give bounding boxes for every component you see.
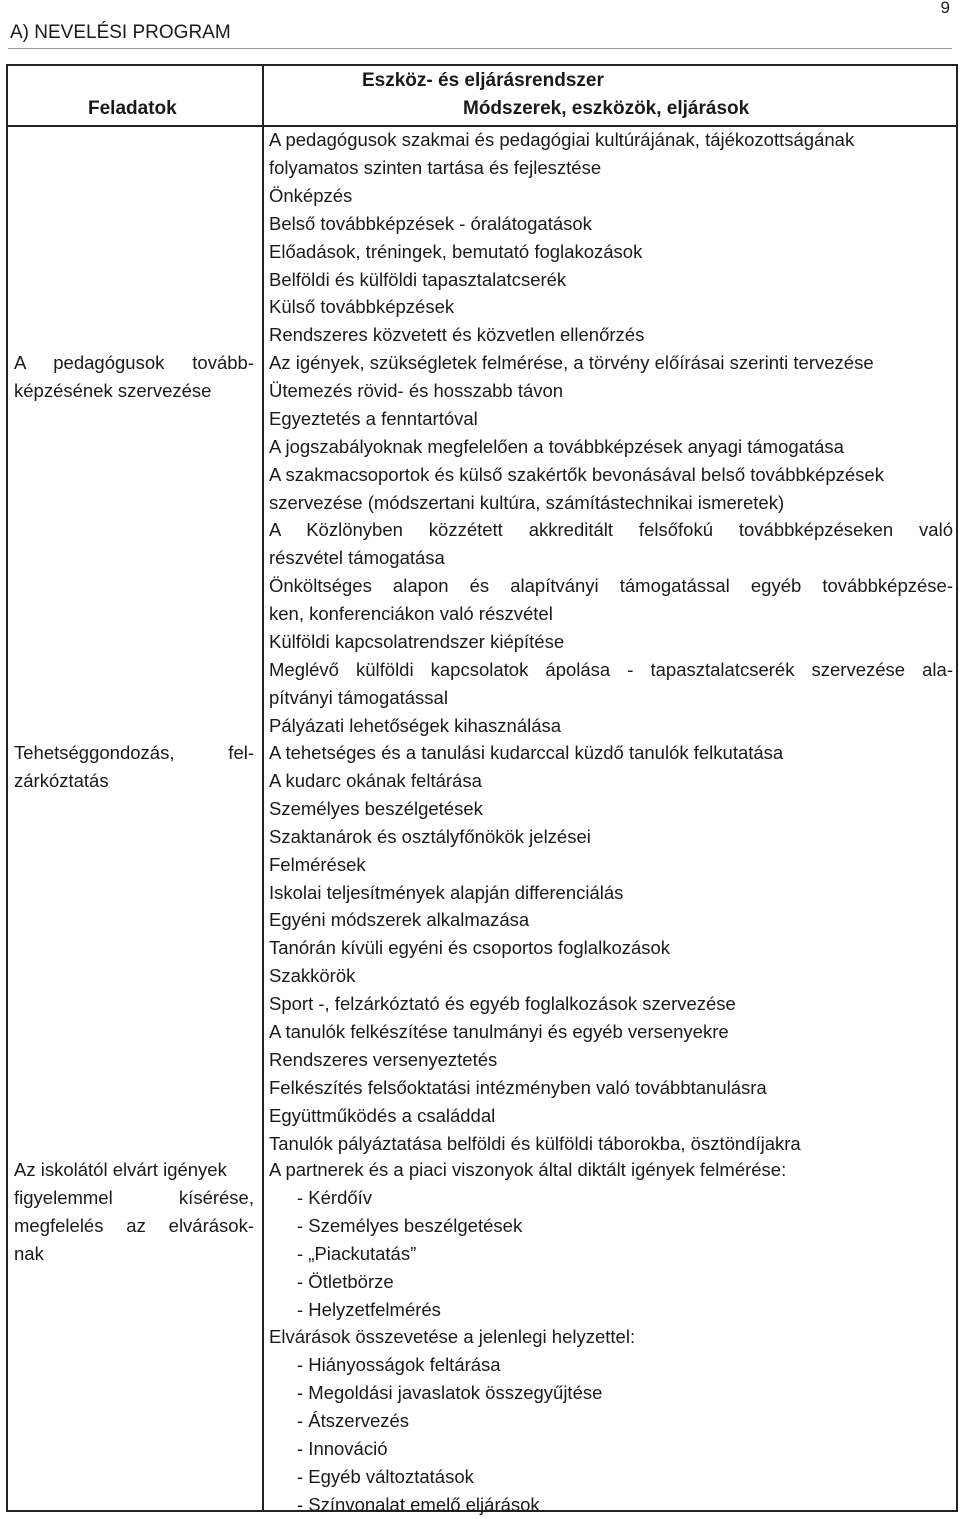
list-item: - Ötletbörze <box>297 1270 394 1292</box>
methods-school-expectations: A partnerek és a piaci viszonyok által diktált igények felmérése: - Kérdőív - Személyes beszélgetések - „Piackutatás” - Ötletbörze - Helyzetfelmérés Elvárások összevetése a jelenlegi helyzettel: - Hiányosságok feltárása - Megoldási javaslatok összegyűjtése - Átszervezés - Innováció - Egyéb változtatások - Színvonalat emelő eljárások <box>269 1156 953 1519</box>
task-talent-care: Tehetséggondozás, fel- zárkóztatás <box>14 742 254 791</box>
col-header-toolset: Eszköz- és eljárásrendszer <box>362 70 604 91</box>
method-line: folyamatos szinten tartása és fejlesztése <box>269 156 602 178</box>
page-number: 9 <box>940 0 950 17</box>
method-line: Önképzés <box>269 184 353 206</box>
list-item: - Személyes beszélgetések <box>297 1214 523 1236</box>
methods-teacher-training: Az igények, szükségletek felmérése, a törvény előírásai szerinti tervezése Ütemezés rövid- és hosszabb távon Egyeztetés a fenntartóval A jogszabályoknak megfelelően a továbbképzések anyagi támogatása A szakmacsoportok és külső szakértők bevonásával belső továbbképzések szervezése (módszertani kultúra, számítástechnikai ismeretek) A Közlönyben közzétett akkreditált felsőfokú továbbképzéseken való részvétel támogatása Önköltséges alapon és alapítványi támogatással egyéb továbbképzése- ken, konferenciákon való részvétel Külföldi kapcsolatrendszer kiépítése Meglévő külföldi kapcsolatok ápolása - tapasztalatcserék szervezése ala- pítványi támogatással Pályázati lehetőségek kihasználása <box>269 352 953 736</box>
list-item: - Innováció <box>297 1438 388 1460</box>
methods-talent-care: A tehetséges és a tanulási kudarccal küzdő tanulók felkutatása A kudarc okának feltárása Személyes beszélgetések Szaktanárok és osztályfőnökök jelzései Felmérések Iskolai teljesítmények alapján differenciálás Egyéni módszerek alkalmazása Tanórán kívüli egyéni és csoportos foglalkozások Szakkörök Sport -, felzárkóztató és egyéb foglalkozások szervezése A tanulók felkészítése tanulmányi és egyéb versenyekre Rendszeres versenyeztetés Felkészítés felsőoktatási intézményben való továbbtanulásra Együttműködés a családdal Tanulók pályáztatása belföldi és külföldi táborokba, ösztöndíjakra <box>269 742 801 1154</box>
col-header-tasks: Feladatok <box>88 98 177 119</box>
list-item: - Egyéb változtatások <box>297 1465 474 1487</box>
column-divider <box>262 66 264 1510</box>
list-item: - Kérdőív <box>297 1186 373 1208</box>
method-line: Rendszeres közvetett és közvetlen ellenőrzés <box>269 324 645 346</box>
method-line: Belső továbbképzések - óralátogatások <box>269 212 592 234</box>
task-school-expectations: Az iskolától elvárt igények figyelemmel kísérése, megfelelés az elvárások- nak <box>14 1159 254 1264</box>
list-item: - Megoldási javaslatok összegyűjtése <box>297 1382 603 1404</box>
list-item: - Helyzetfelmérés <box>297 1298 441 1320</box>
list-item: - Hiányosságok feltárása <box>297 1354 501 1376</box>
method-line: A pedagógusok szakmai és pedagógiai kultúrájának, tájékozottságának <box>269 129 855 150</box>
methods-table <box>6 64 958 1515</box>
method-line: Előadások, tréningek, bemutató foglakozások <box>269 240 643 262</box>
method-line: Belföldi és külföldi tapasztalatcserék <box>269 268 567 290</box>
col-subheader-methods: Módszerek, eszközök, eljárások <box>463 98 750 119</box>
list-item: - Átszervezés <box>297 1410 410 1432</box>
section-title: A) NEVELÉSI PROGRAM <box>10 22 231 43</box>
method-line: Külső továbbképzések <box>269 296 455 318</box>
list-item: - „Piackutatás” <box>297 1242 417 1264</box>
intro-methods <box>269 126 953 349</box>
task-teacher-training: A pedagógusok tovább- képzésének szervezése <box>14 352 254 401</box>
list-item: - Színvonalat emelő eljárások <box>297 1493 540 1515</box>
page-header <box>8 0 952 49</box>
